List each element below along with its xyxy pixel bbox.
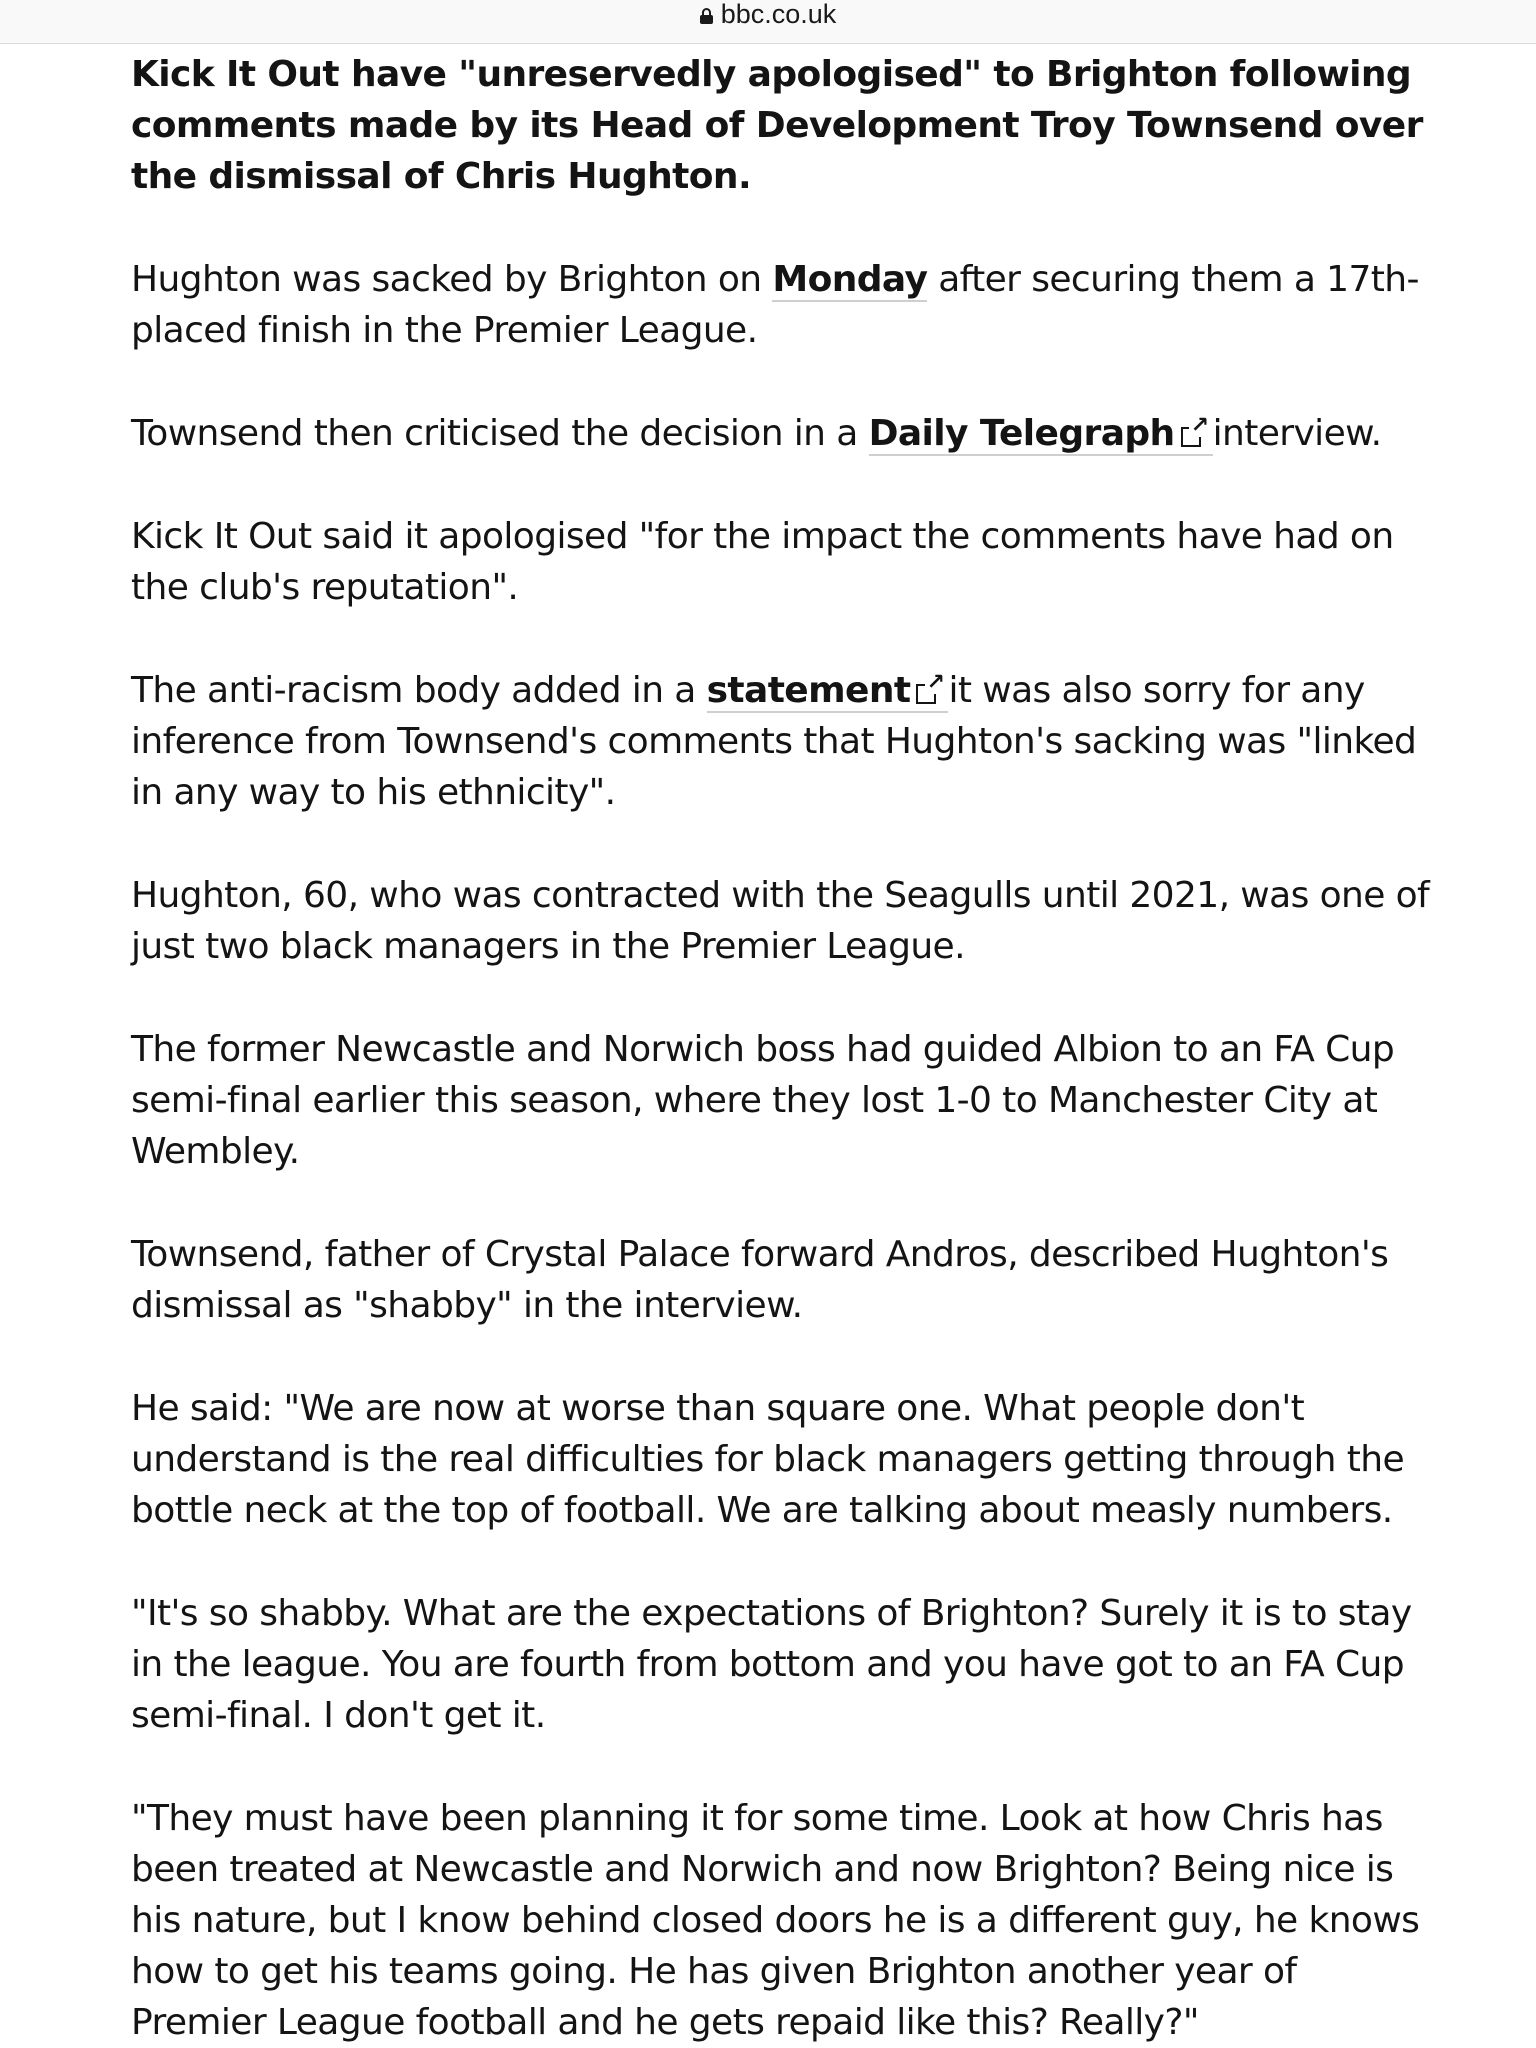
statement-link[interactable] [707,670,949,713]
paragraph-7: Townsend, father of Crystal Palace forward Andros, described Hughton's dismissal as "shabby" in the interview. [131,1234,1389,1326]
paragraph-6: The former Newcastle and Norwich boss had guided Albion to an FA Cup semi-final earlier this season, where they lost 1-0 to Manchester City at Wembley. [131,1029,1395,1172]
paragraph-9: "It's so shabby. What are the expectations of Brighton? Surely it is to stay in the league. You are fourth from bottom and you have got to an FA Cup semi-final. I don't get it. [131,1593,1412,1736]
lock-icon [700,8,713,24]
paragraph-5: Hughton, 60, who was contracted with the Seagulls until 2021, was one of just two black managers in the Premier League. [131,875,1430,967]
domain-label: bbc.co.uk [720,0,837,29]
paragraph-1-text-end: after securing them a 17th-placed finish in the Premier League. [131,259,1419,351]
daily-telegraph-link[interactable] [869,413,1213,456]
article-intro: Kick It Out have "unreservedly apologised" to Brighton following comments made by its Head of Development Troy Townsend over the dismissal of Chris Hughton. [131,54,1423,197]
paragraph-1 [131,254,1441,356]
paragraph-2-text-end: interview. [1212,413,1382,454]
paragraph-4 [131,665,1441,818]
statement-link-label: statement [706,670,911,711]
paragraph-2 [131,408,1441,459]
article-body [131,44,1441,2048]
paragraph-4-text-end: it was also sorry for any inference from Townsend's comments that Hughton's sacking was "linked in any way to his ethnicity". [131,670,1417,813]
external-link-icon: ↗ [1181,421,1207,447]
paragraph-4-text-start: The anti-racism body added in a [131,670,707,711]
external-link-icon: ↗ [916,678,942,704]
paragraph-3: Kick It Out said it apologised "for the impact the comments have had on the club's reputation". [131,516,1394,608]
paragraph-10: "They must have been planning it for some time. Look at how Chris has been treated at Newcastle and Norwich and now Brighton? Being nice is his nature, but I know behind closed doors he is a different guy, he knows how to get his teams going. He has given Brighton another year of Premier League football and he gets repaid like this? Really?" [131,1798,1420,2043]
daily-telegraph-link-label: Daily Telegraph [868,413,1175,454]
url-display[interactable] [0,0,1536,30]
browser-url-bar[interactable] [0,0,1536,44]
monday-link[interactable]: Monday [772,259,928,300]
paragraph-8: He said: "We are now at worse than square one. What people don't understand is the real difficulties for black managers getting through the bottle neck at the top of football. We are talking about measly numbers. [131,1388,1405,1531]
paragraph-1-text-start: Hughton was sacked by Brighton on [131,259,773,300]
paragraph-2-text-start: Townsend then criticised the decision in a [131,413,869,454]
